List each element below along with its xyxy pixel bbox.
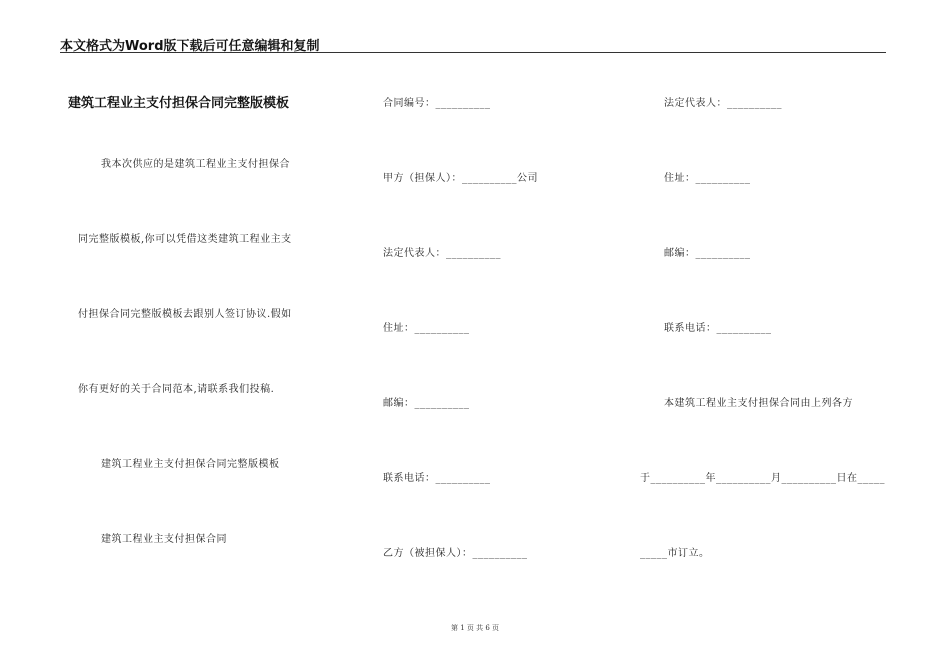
- intro-line-2: 同完整版模板,你可以凭借这类建筑工程业主支: [78, 234, 292, 245]
- postcode-field-a: 邮编：__________: [383, 398, 470, 409]
- signing-city-line: _____市订立。: [640, 548, 710, 559]
- party-a-field: 甲方（担保人）：__________公司: [383, 173, 538, 184]
- intro-line-3: 付担保合同完整版模板去跟别人签订协议.假如: [78, 309, 292, 320]
- phone-field-a: 联系电话：__________: [383, 473, 491, 484]
- legal-rep-field-a: 法定代表人：__________: [383, 248, 501, 259]
- address-field-b: 住址：__________: [664, 173, 751, 184]
- intro-line-1: 我本次供应的是建筑工程业主支付担保合: [101, 159, 290, 170]
- signing-statement-line-1: 本建筑工程业主支付担保合同由上列各方: [664, 398, 853, 409]
- phone-field-b: 联系电话：__________: [664, 323, 772, 334]
- document-banner: 本文格式为Word版下载后可任意编辑和复制: [60, 39, 320, 54]
- page-indicator: 第 1 页 共 6 页: [450, 624, 500, 632]
- address-field-a: 住址：__________: [383, 323, 470, 334]
- header-divider: [60, 52, 886, 53]
- signing-date-line: 于__________年__________月__________日在_____: [640, 473, 885, 484]
- postcode-field-b: 邮编：__________: [664, 248, 751, 259]
- document-title: 建筑工程业主支付担保合同完整版模板: [68, 96, 290, 111]
- party-b-field: 乙方（被担保人）：__________: [383, 548, 528, 559]
- contract-number-field: 合同编号：__________: [383, 98, 491, 109]
- intro-line-5: 建筑工程业主支付担保合同完整版模板: [101, 459, 280, 470]
- intro-line-6: 建筑工程业主支付担保合同: [101, 534, 227, 545]
- intro-line-4: 你有更好的关于合同范本,请联系我们投稿.: [78, 384, 275, 395]
- legal-rep-field-b: 法定代表人：__________: [664, 98, 782, 109]
